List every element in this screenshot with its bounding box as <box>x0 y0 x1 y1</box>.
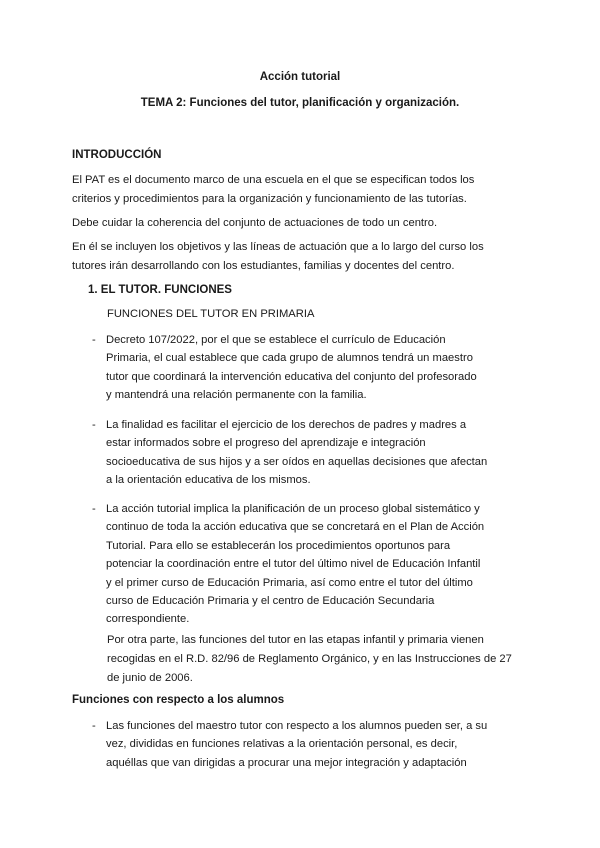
text-line: Primaria, el cual establece que cada grupo de alumnos tendrá un maestro <box>106 352 473 365</box>
text-line: El PAT es el documento marco de una escuela en el que se especifican todos los <box>72 174 475 186</box>
text-line: correspondiente. <box>106 613 190 626</box>
text-line: En él se incluyen los objetivos y las líneas de actuación que a lo largo del curso los <box>72 241 484 253</box>
section-1-closing-paragraph <box>107 631 537 689</box>
text-line: de junio de 2006. <box>107 672 193 685</box>
intro-heading: INTRODUCCIÓN <box>72 149 162 161</box>
text-line: socioeducativa de sus hijos y a ser oídos en aquellas decisiones que afectan <box>106 455 488 468</box>
bullet-dash: - <box>92 503 96 515</box>
section-2-heading: Funciones con respecto a los alumnos <box>72 694 285 706</box>
intro-paragraph-3 <box>72 238 532 276</box>
text-line: estar informados sobre el progreso del aprendizaje e integración <box>106 437 426 450</box>
bullet-dash: - <box>92 419 96 431</box>
text-line: Decreto 107/2022, por el que se establece el currículo de Educación <box>106 334 446 346</box>
text-line: recogidas en el R.D. 82/96 de Reglamento Orgánico, y en las Instrucciones de 27 <box>107 653 512 666</box>
text-line: criterios y procedimientos para la organización y funcionamiento de las tutorías. <box>72 193 467 206</box>
text-line: Por otra parte, las funciones del tutor en las etapas infantil y primaria vienen <box>107 634 484 646</box>
text-line: Tutorial. Para ello se establecerán los procedimientos oportunos para <box>106 539 451 552</box>
text-line: Debe cuidar la coherencia del conjunto de actuaciones de todo un centro. <box>72 217 438 229</box>
text-line: continuo de toda la acción educativa que se concretará en el Plan de Acción <box>106 521 485 534</box>
section-1-heading: 1. EL TUTOR. FUNCIONES <box>88 284 232 296</box>
text-line: tutores irán desarrollando con los estudiantes, familias y docentes del centro. <box>72 260 455 273</box>
bullet-dash: - <box>92 334 96 346</box>
text-line: Las funciones del maestro tutor con respecto a los alumnos pueden ser, a su <box>106 720 488 732</box>
text-line: potenciar la coordinación entre el tutor del último nivel de Educación Infantil <box>106 558 481 571</box>
text-line: y el primer curso de Educación Primaria, así como entre el tutor del último <box>106 576 473 589</box>
text-line: La acción tutorial implica la planificación de un proceso global sistemático y <box>106 503 480 515</box>
text-line: y mantendrá una relación permanente con la familia. <box>106 389 367 402</box>
text-line: aquéllas que van dirigidas a procurar una mejor integración y adaptación <box>106 756 467 769</box>
bullet-item-2 <box>92 416 536 490</box>
document-subtitle: TEMA 2: Funciones del tutor, planificación y organización. <box>140 97 460 109</box>
document-title: Acción tutorial <box>259 71 341 83</box>
intro-paragraph-1 <box>72 171 532 209</box>
text-line: curso de Educación Primaria y el centro de Educación Secundaria <box>106 595 435 608</box>
bullet-item-4 <box>92 717 536 772</box>
intro-paragraph-2 <box>72 214 532 233</box>
text-line: La finalidad es facilitar el ejercicio de los derechos de padres y madres a <box>106 419 467 431</box>
bullet-item-3 <box>92 500 536 629</box>
text-line: a la orientación educativa de los mismos. <box>106 474 311 487</box>
section-1-subheading: FUNCIONES DEL TUTOR EN PRIMARIA <box>107 308 315 320</box>
bullet-dash: - <box>92 720 96 732</box>
text-line: vez, divididas en funciones relativas a la orientación personal, es decir, <box>106 738 458 751</box>
bullet-item-1 <box>92 331 536 405</box>
text-line: tutor que coordinará la intervención educativa del conjunto del profesorado <box>106 370 477 383</box>
